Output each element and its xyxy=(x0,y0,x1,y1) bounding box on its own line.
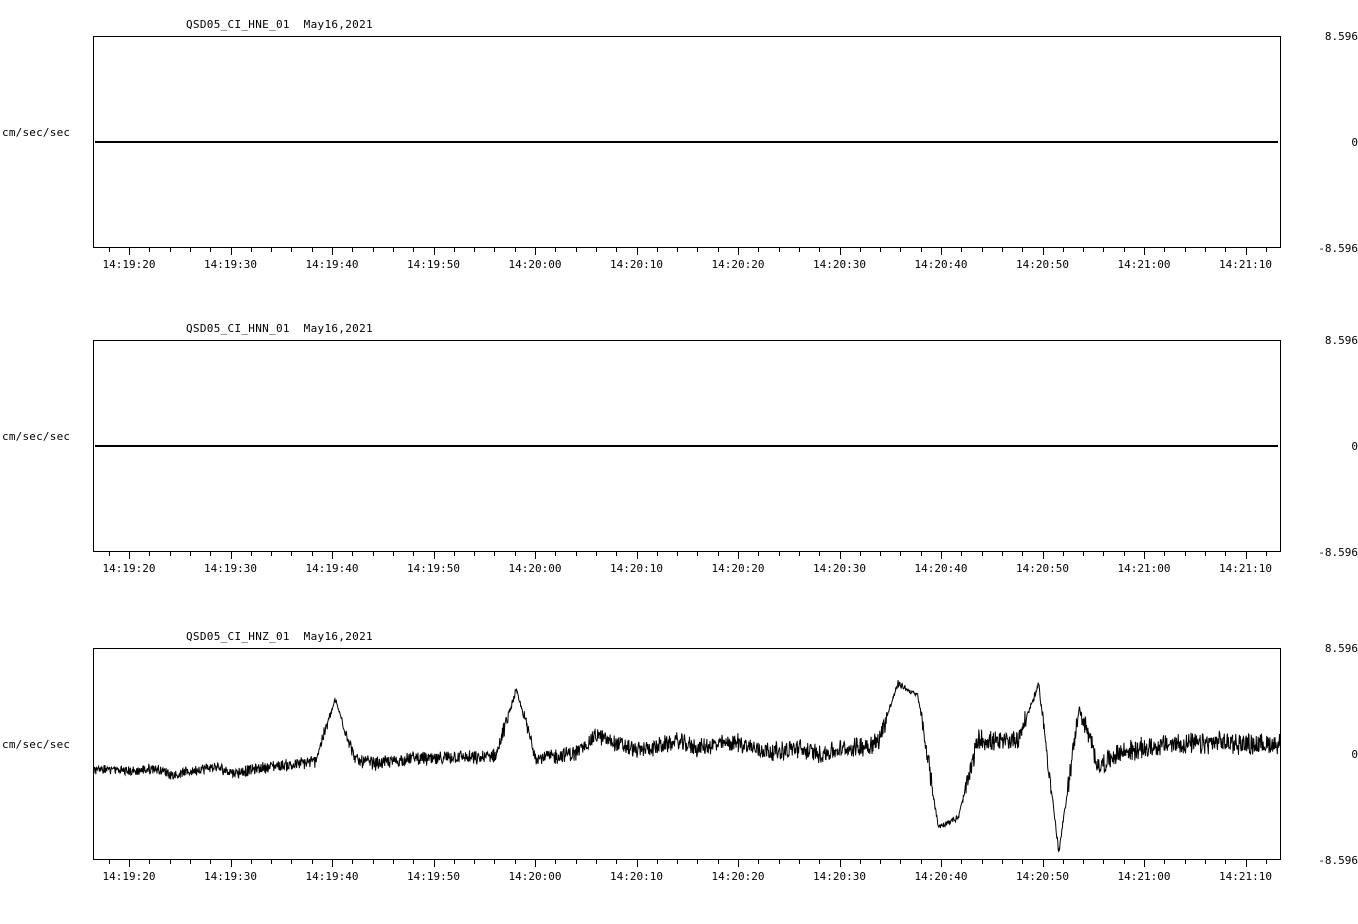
x-tick-minor xyxy=(373,552,374,556)
x-tick xyxy=(1246,860,1247,867)
y-tick-zero: 0 xyxy=(1351,136,1358,149)
x-tick xyxy=(434,552,435,559)
x-tick-minor xyxy=(921,860,922,864)
x-tick-minor xyxy=(758,552,759,556)
x-tick-minor xyxy=(1022,248,1023,252)
x-tick-minor xyxy=(697,860,698,864)
x-tick-label: 14:19:40 xyxy=(305,870,359,883)
x-tick-minor xyxy=(1164,552,1165,556)
x-tick-minor xyxy=(596,552,597,556)
plot-title: QSD05_CI_HNZ_01 May16,2021 xyxy=(186,630,373,643)
x-tick-minor xyxy=(799,552,800,556)
x-tick-minor xyxy=(880,552,881,556)
x-tick-minor xyxy=(982,552,983,556)
x-tick-minor xyxy=(900,248,901,252)
x-tick-minor xyxy=(373,860,374,864)
x-tick-label: 14:20:10 xyxy=(610,562,663,575)
x-tick-minor xyxy=(1063,552,1064,556)
x-tick-minor xyxy=(677,248,678,252)
y-tick-zero: 0 xyxy=(1351,748,1358,761)
x-tick-minor xyxy=(190,248,191,252)
x-tick-minor xyxy=(109,248,110,252)
x-tick-minor xyxy=(170,248,171,252)
x-tick-minor xyxy=(1266,860,1267,864)
x-tick-minor xyxy=(657,860,658,864)
x-tick-minor xyxy=(1002,248,1003,252)
x-axis xyxy=(93,552,1281,588)
x-tick-minor xyxy=(251,860,252,864)
x-tick xyxy=(840,248,841,255)
plot-area xyxy=(93,648,1281,860)
x-tick-minor xyxy=(190,552,191,556)
x-tick-minor xyxy=(1164,248,1165,252)
x-tick-minor xyxy=(1063,248,1064,252)
x-tick-minor xyxy=(576,248,577,252)
x-tick xyxy=(738,248,739,255)
x-tick-minor xyxy=(1205,552,1206,556)
x-tick-label: 14:20:10 xyxy=(610,870,663,883)
x-tick-minor xyxy=(494,552,495,556)
x-tick-minor xyxy=(1124,248,1125,252)
x-tick-minor xyxy=(880,860,881,864)
x-tick-minor xyxy=(1185,552,1186,556)
chart-panel-hnn xyxy=(0,322,1358,592)
plot-title: QSD05_CI_HNN_01 May16,2021 xyxy=(186,322,373,335)
x-tick-label: 14:19:30 xyxy=(204,870,257,883)
x-tick xyxy=(1043,860,1044,867)
x-tick-label: 14:20:30 xyxy=(813,870,866,883)
x-tick-minor xyxy=(718,248,719,252)
y-axis-label: cm/sec/sec xyxy=(2,126,71,139)
x-tick-label: 14:20:00 xyxy=(508,870,562,883)
chart-panel-hne xyxy=(0,18,1358,288)
x-tick-minor xyxy=(291,248,292,252)
x-tick-minor xyxy=(515,248,516,252)
x-tick-minor xyxy=(454,552,455,556)
x-tick-minor xyxy=(454,248,455,252)
x-tick-minor xyxy=(149,860,150,864)
x-tick xyxy=(535,860,536,867)
x-tick-label: 14:19:20 xyxy=(102,258,156,271)
x-tick-minor xyxy=(555,248,556,252)
x-tick-minor xyxy=(799,248,800,252)
x-tick-minor xyxy=(393,860,394,864)
x-tick-minor xyxy=(921,552,922,556)
x-tick-label: 14:20:20 xyxy=(711,258,765,271)
x-tick-minor xyxy=(555,860,556,864)
x-tick-label: 14:21:10 xyxy=(1219,562,1272,575)
x-tick xyxy=(332,248,333,255)
x-tick-label: 14:19:50 xyxy=(407,258,460,271)
x-tick xyxy=(840,860,841,867)
x-tick-minor xyxy=(170,552,171,556)
waveform-trace xyxy=(95,141,1278,143)
x-tick-minor xyxy=(758,860,759,864)
x-tick-minor xyxy=(474,860,475,864)
x-tick xyxy=(332,860,333,867)
x-tick-minor xyxy=(576,860,577,864)
x-tick-label: 14:20:10 xyxy=(610,258,663,271)
x-tick xyxy=(637,860,638,867)
x-tick xyxy=(1144,552,1145,559)
x-tick-minor xyxy=(961,552,962,556)
x-tick-minor xyxy=(921,248,922,252)
x-tick-minor xyxy=(109,552,110,556)
x-tick-minor xyxy=(413,248,414,252)
x-tick-label: 14:20:40 xyxy=(914,870,968,883)
x-tick-minor xyxy=(555,552,556,556)
x-tick-minor xyxy=(312,860,313,864)
x-tick-minor xyxy=(616,860,617,864)
x-tick-minor xyxy=(271,860,272,864)
x-tick xyxy=(941,248,942,255)
x-tick-label: 14:20:00 xyxy=(508,258,562,271)
x-tick-minor xyxy=(596,860,597,864)
x-tick-label: 14:19:50 xyxy=(407,870,460,883)
x-tick xyxy=(535,552,536,559)
x-tick-minor xyxy=(900,860,901,864)
x-tick-minor xyxy=(1266,248,1267,252)
x-tick-minor xyxy=(170,860,171,864)
x-tick xyxy=(231,552,232,559)
y-tick-min: -8.596 xyxy=(1318,854,1358,867)
x-tick-minor xyxy=(1124,860,1125,864)
x-tick-label: 14:20:00 xyxy=(508,562,562,575)
x-tick-minor xyxy=(677,552,678,556)
y-tick-zero: 0 xyxy=(1351,440,1358,453)
x-tick-minor xyxy=(657,248,658,252)
x-tick-label: 14:21:00 xyxy=(1117,870,1171,883)
x-tick-minor xyxy=(1103,552,1104,556)
x-tick-minor xyxy=(880,248,881,252)
x-tick-label: 14:19:30 xyxy=(204,258,257,271)
x-tick-minor xyxy=(271,552,272,556)
x-tick-minor xyxy=(860,248,861,252)
x-tick-label: 14:19:30 xyxy=(204,562,257,575)
x-tick-minor xyxy=(210,248,211,252)
x-tick-label: 14:21:00 xyxy=(1117,562,1171,575)
x-tick-minor xyxy=(616,552,617,556)
plot-title: QSD05_CI_HNE_01 May16,2021 xyxy=(186,18,373,31)
plot-area xyxy=(93,340,1281,552)
x-tick-minor xyxy=(779,860,780,864)
x-tick-minor xyxy=(1124,552,1125,556)
x-tick xyxy=(840,552,841,559)
x-tick-minor xyxy=(718,552,719,556)
x-tick-minor xyxy=(190,860,191,864)
x-tick-minor xyxy=(149,552,150,556)
x-tick-minor xyxy=(1022,860,1023,864)
x-tick-minor xyxy=(109,860,110,864)
x-tick-minor xyxy=(1103,248,1104,252)
x-tick-label: 14:20:20 xyxy=(711,870,765,883)
x-tick-minor xyxy=(1225,860,1226,864)
x-tick-minor xyxy=(860,552,861,556)
x-tick-label: 14:20:30 xyxy=(813,258,866,271)
x-tick-minor xyxy=(961,248,962,252)
y-tick-min: -8.596 xyxy=(1318,242,1358,255)
x-tick xyxy=(1144,248,1145,255)
x-tick xyxy=(1043,248,1044,255)
x-tick xyxy=(941,552,942,559)
x-tick-minor xyxy=(515,860,516,864)
x-tick-minor xyxy=(251,248,252,252)
x-tick-minor xyxy=(352,860,353,864)
x-tick-label: 14:20:50 xyxy=(1016,870,1069,883)
x-tick-minor xyxy=(494,248,495,252)
x-tick-minor xyxy=(779,248,780,252)
waveform-trace xyxy=(95,445,1278,447)
x-tick xyxy=(738,552,739,559)
x-tick-minor xyxy=(1185,248,1186,252)
x-tick-minor xyxy=(149,248,150,252)
x-tick-minor xyxy=(271,248,272,252)
x-tick-minor xyxy=(352,248,353,252)
y-tick-min: -8.596 xyxy=(1318,546,1358,559)
x-tick xyxy=(434,860,435,867)
x-tick-minor xyxy=(251,552,252,556)
chart-panel-hnz xyxy=(0,630,1358,910)
x-tick-minor xyxy=(1164,860,1165,864)
x-tick-label: 14:21:10 xyxy=(1219,258,1272,271)
x-tick-minor xyxy=(373,248,374,252)
x-tick-minor xyxy=(718,860,719,864)
x-tick-label: 14:19:50 xyxy=(407,562,460,575)
y-axis-label: cm/sec/sec xyxy=(2,738,71,751)
x-tick xyxy=(129,860,130,867)
x-tick-minor xyxy=(900,552,901,556)
x-tick-minor xyxy=(454,860,455,864)
x-tick-minor xyxy=(413,860,414,864)
x-axis xyxy=(93,248,1281,284)
x-tick-minor xyxy=(291,552,292,556)
waveform-trace xyxy=(94,649,1280,859)
x-tick-minor xyxy=(677,860,678,864)
x-tick-label: 14:20:20 xyxy=(711,562,765,575)
x-tick-label: 14:19:20 xyxy=(102,870,156,883)
x-tick xyxy=(332,552,333,559)
x-tick xyxy=(1246,248,1247,255)
x-tick-label: 14:20:30 xyxy=(813,562,866,575)
x-tick-minor xyxy=(657,552,658,556)
x-tick-minor xyxy=(1205,248,1206,252)
x-tick-minor xyxy=(860,860,861,864)
x-tick xyxy=(1144,860,1145,867)
x-tick-minor xyxy=(758,248,759,252)
x-tick xyxy=(535,248,536,255)
x-tick-label: 14:21:10 xyxy=(1219,870,1272,883)
x-tick-minor xyxy=(352,552,353,556)
x-tick-minor xyxy=(210,552,211,556)
x-tick-label: 14:20:40 xyxy=(914,258,968,271)
x-tick-minor xyxy=(819,860,820,864)
x-tick-minor xyxy=(982,248,983,252)
x-tick-minor xyxy=(494,860,495,864)
y-tick-max: 8.596 xyxy=(1324,642,1358,655)
x-tick xyxy=(129,552,130,559)
x-tick xyxy=(738,860,739,867)
x-tick-minor xyxy=(799,860,800,864)
x-tick-minor xyxy=(1266,552,1267,556)
x-tick xyxy=(231,860,232,867)
x-tick-minor xyxy=(474,248,475,252)
x-tick-label: 14:20:50 xyxy=(1016,562,1069,575)
x-tick-minor xyxy=(616,248,617,252)
x-tick-minor xyxy=(697,248,698,252)
y-tick-max: 8.596 xyxy=(1324,30,1358,43)
x-tick xyxy=(1246,552,1247,559)
x-tick-minor xyxy=(1103,860,1104,864)
x-tick-minor xyxy=(779,552,780,556)
x-tick-label: 14:19:40 xyxy=(305,562,359,575)
x-tick-label: 14:20:40 xyxy=(914,562,968,575)
x-tick-minor xyxy=(819,552,820,556)
x-tick-minor xyxy=(1225,552,1226,556)
x-tick-minor xyxy=(961,860,962,864)
x-tick-minor xyxy=(1185,860,1186,864)
x-tick-minor xyxy=(1225,248,1226,252)
x-tick xyxy=(434,248,435,255)
x-tick xyxy=(129,248,130,255)
x-tick-minor xyxy=(1063,860,1064,864)
y-axis-label: cm/sec/sec xyxy=(2,430,71,443)
x-tick-minor xyxy=(393,248,394,252)
x-tick-minor xyxy=(1002,552,1003,556)
x-tick-minor xyxy=(1083,860,1084,864)
x-tick-minor xyxy=(474,552,475,556)
x-tick-minor xyxy=(1022,552,1023,556)
x-tick-minor xyxy=(1205,860,1206,864)
x-tick xyxy=(231,248,232,255)
x-tick-label: 14:19:20 xyxy=(102,562,156,575)
x-tick-minor xyxy=(291,860,292,864)
x-tick xyxy=(1043,552,1044,559)
x-tick-label: 14:20:50 xyxy=(1016,258,1069,271)
x-tick xyxy=(941,860,942,867)
plot-area xyxy=(93,36,1281,248)
x-tick-minor xyxy=(982,860,983,864)
x-tick-minor xyxy=(576,552,577,556)
x-tick-label: 14:19:40 xyxy=(305,258,359,271)
x-tick xyxy=(637,552,638,559)
x-tick-minor xyxy=(1002,860,1003,864)
x-tick-minor xyxy=(596,248,597,252)
x-tick-minor xyxy=(515,552,516,556)
x-tick-minor xyxy=(312,552,313,556)
x-tick-minor xyxy=(1083,248,1084,252)
x-tick xyxy=(637,248,638,255)
y-tick-max: 8.596 xyxy=(1324,334,1358,347)
x-tick-minor xyxy=(1083,552,1084,556)
x-tick-minor xyxy=(210,860,211,864)
x-tick-label: 14:21:00 xyxy=(1117,258,1171,271)
x-tick-minor xyxy=(413,552,414,556)
x-tick-minor xyxy=(393,552,394,556)
x-axis xyxy=(93,860,1281,896)
x-tick-minor xyxy=(312,248,313,252)
x-tick-minor xyxy=(819,248,820,252)
x-tick-minor xyxy=(697,552,698,556)
